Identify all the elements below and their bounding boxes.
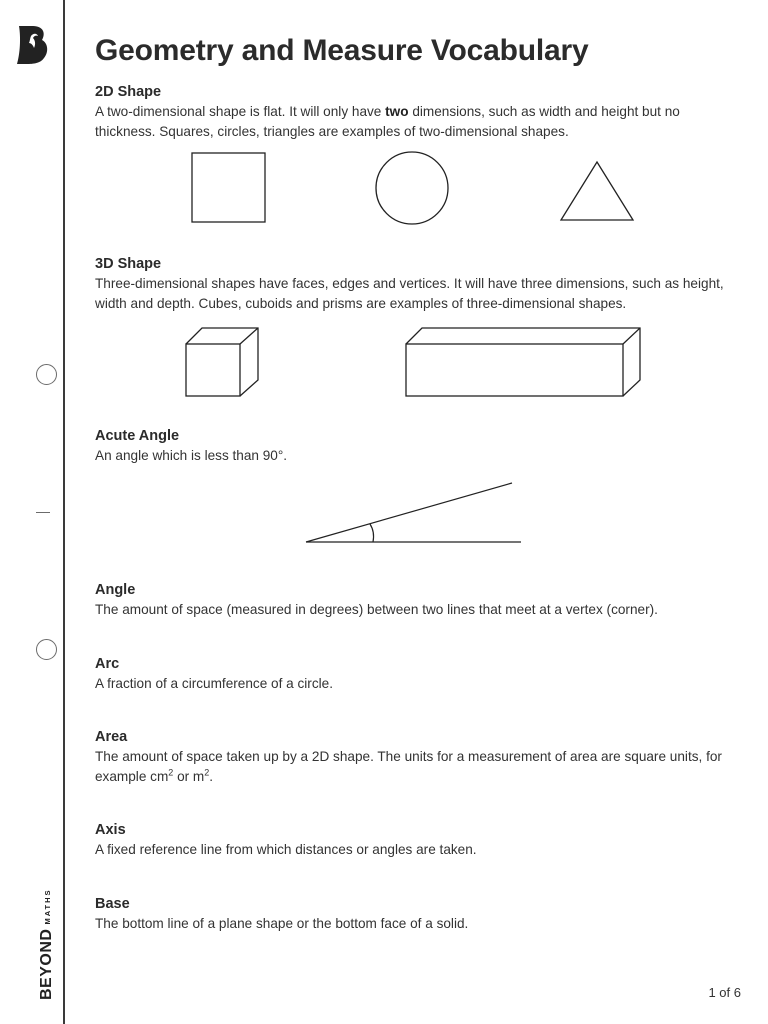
page-number: 1 of 6 xyxy=(708,985,741,1000)
term-definition: The amount of space taken up by a 2D shape. The units for a measurement of area are square units, for example $cm^2$ or $m^2$. xyxy=(95,749,722,784)
punch-hole-bottom xyxy=(36,639,57,660)
circle-shape xyxy=(376,152,448,224)
emphasis-two: two xyxy=(385,104,409,119)
brand-wordmark xyxy=(38,888,56,1000)
term-name: 2D Shape xyxy=(95,84,162,100)
margin-rule xyxy=(63,0,65,1024)
fold-mark xyxy=(36,512,50,513)
term-name: Axis xyxy=(95,822,126,838)
angle-arc xyxy=(370,524,374,542)
term-name: Arc xyxy=(95,656,120,672)
term-definition: A fixed reference line from which distances or angles are taken. xyxy=(95,842,477,857)
figure-acute-angle xyxy=(300,476,530,548)
punch-hole-top xyxy=(36,364,57,385)
superscript-2: 2 xyxy=(168,767,174,778)
term-definition: An angle which is less than 90°. xyxy=(95,448,288,463)
term-definition: Three-dimensional shapes have faces, edges and vertices. It will have three dimensions, such as height, width and depth. Cubes, cuboids and prisms are examples of three-dimensional shapes. xyxy=(95,276,724,311)
square-shape xyxy=(192,153,265,222)
term-axis xyxy=(95,820,735,860)
brand-name: BEYOND xyxy=(38,928,55,1000)
page-title: Geometry and Measure Vocabulary xyxy=(95,34,589,67)
term-definition: The bottom line of a plane shape or the bottom face of a solid. xyxy=(95,916,469,931)
figure-3d-shapes xyxy=(180,322,650,404)
term-area xyxy=(95,727,735,787)
term-definition: A fraction of a circumference of a circle. xyxy=(95,676,333,691)
term-angle xyxy=(95,580,735,620)
term-name: Acute Angle xyxy=(95,428,180,444)
term-name: 3D Shape xyxy=(95,256,162,272)
angle-arm-line xyxy=(306,483,512,542)
triangle-shape xyxy=(561,162,633,220)
beyond-logo-icon xyxy=(16,24,50,66)
term-name: Area xyxy=(95,729,128,745)
term-arc xyxy=(95,654,735,694)
term-acute-angle xyxy=(95,426,735,466)
brand-sub: MATHS xyxy=(42,888,52,925)
cuboid-shape xyxy=(406,328,640,396)
term-2d-shape xyxy=(95,82,735,142)
term-3d-shape xyxy=(95,254,735,314)
term-definition: The amount of space (measured in degrees) between two lines that meet at a vertex (corner). xyxy=(95,602,658,617)
superscript-2: 2 xyxy=(204,767,210,778)
term-name: Angle xyxy=(95,582,136,598)
cube-shape xyxy=(186,328,258,396)
term-name: Base xyxy=(95,896,130,912)
term-definition: A two-dimensional shape is flat. It will only have two dimensions, such as width and height but no thickness. Squares, circles, triangles are examples of two-dimensional shapes. xyxy=(95,104,680,139)
term-base xyxy=(95,894,735,934)
figure-2d-shapes xyxy=(180,148,650,230)
